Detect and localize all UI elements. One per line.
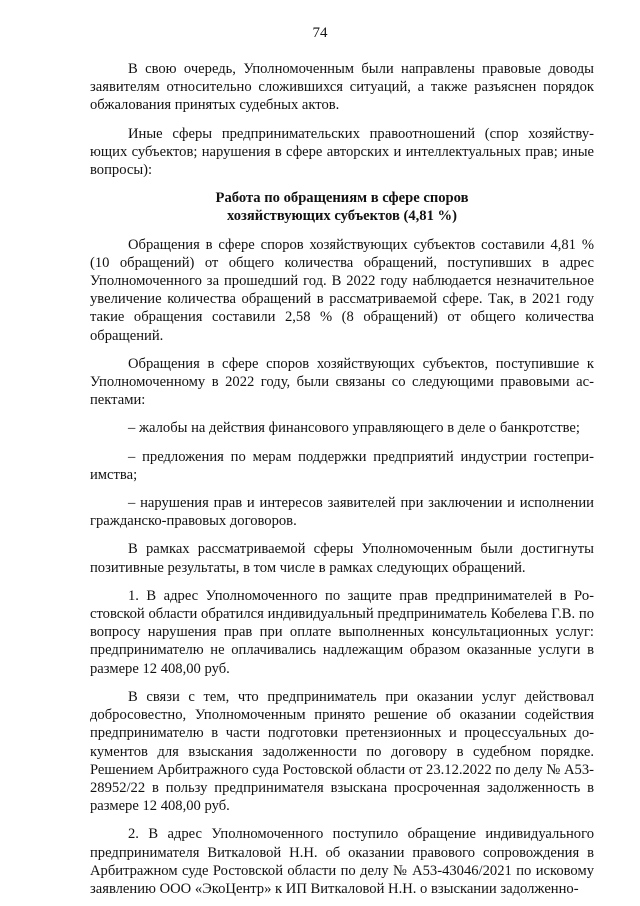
list-item-bankruptcy: – жалобы на действия финансового управляющего в деле о банкротстве; [128,420,580,437]
paragraph-statistics: Обращения в сфере споров хозяйствующих субъектов составили 4,81 % (10 обращений) от общего количества обращений, поступивших в адрес Уполномоченного за прошедший год. В 2022 году наблюдается незначительное увеличение количества обращений в рассматриваемой сфере. Так, в 2021 году такие обращения составили 2,58 % (8 обращений) от общего количества обращений. [90,236,594,344]
paragraph-other-spheres: Иные сферы предпринимательских правоотношений (спор хозяйствующих субъектов; нарушения в сфере авторских и интеллектуальных прав; иные вопросы): [90,125,594,179]
paragraph-case-1-resolution: В связи с тем, что предприниматель при оказании услуг действовал добросовестно, Уполномоченным принято решение об оказании содействия предпринимателю в части подготовки претензионных и процессуальных документов для взыскания задолженности по договору в судебном порядке. Решением Арбитражного суда Ростовской области от 23.12.2022 по делу № А53-28952/22 в пользу предпринимателя взыскана просроченная задолженность в размере 12 408,00 руб. [90,688,594,815]
list-item-contract-violations: – нарушения прав и интересов заявителей при заключении и исполнении гражданско-правовых договоров. [90,495,594,530]
list-item-hospitality-support: – предложения по мерам поддержки предприятий индустрии гостеприимства; [90,448,594,483]
page-number: 74 [312,25,328,41]
page-content [90,60,594,898]
paragraph-case-2: 2. В адрес Уполномоченного поступило обращение индивидуального предпринимателя Виткаловой Н.Н. об оказании правового сопровождения в Арбитражном суде Ростовской области по делу № А53-43046/2021 по исковому заявлению ООО «ЭкоЦентр» к ИП Виткаловой Н.Н. о взыскании задолженно- [90,826,594,897]
section-heading-line-1: Работа по обращениям в сфере споров [215,190,469,207]
paragraph-positive-results: В рамках рассматриваемой сферы Уполномоченным были достигнуты позитивные результаты, в том числе в рамках следующих обращений. [90,541,594,576]
section-heading [90,189,594,225]
paragraph-legal-aspects: Обращения в сфере споров хозяйствующих субъектов, поступившие к Уполномоченному в 2022 году, были связаны со следующими правовыми аспектами: [90,355,594,409]
paragraph-legal-arguments: В свою очередь, Уполномоченным были направлены правовые доводы заявителям относительно сложившихся ситуаций, а также разъяснен порядок обжалования принятых судебных актов. [90,61,594,114]
paragraph-case-1: 1. В адрес Уполномоченного по защите прав предпринимателей в Ростовской области обратился индивидуальный предприниматель Кобелева Г.В. по вопросу нарушения прав при оплате выполненных консультационных услуг: предпринимателю не оплачивались надлежащим образом оказанные услуги в размере 12 408,00 руб. [90,587,594,677]
section-heading-line-2: хозяйствующих субъектов (4,81 %) [226,208,457,225]
